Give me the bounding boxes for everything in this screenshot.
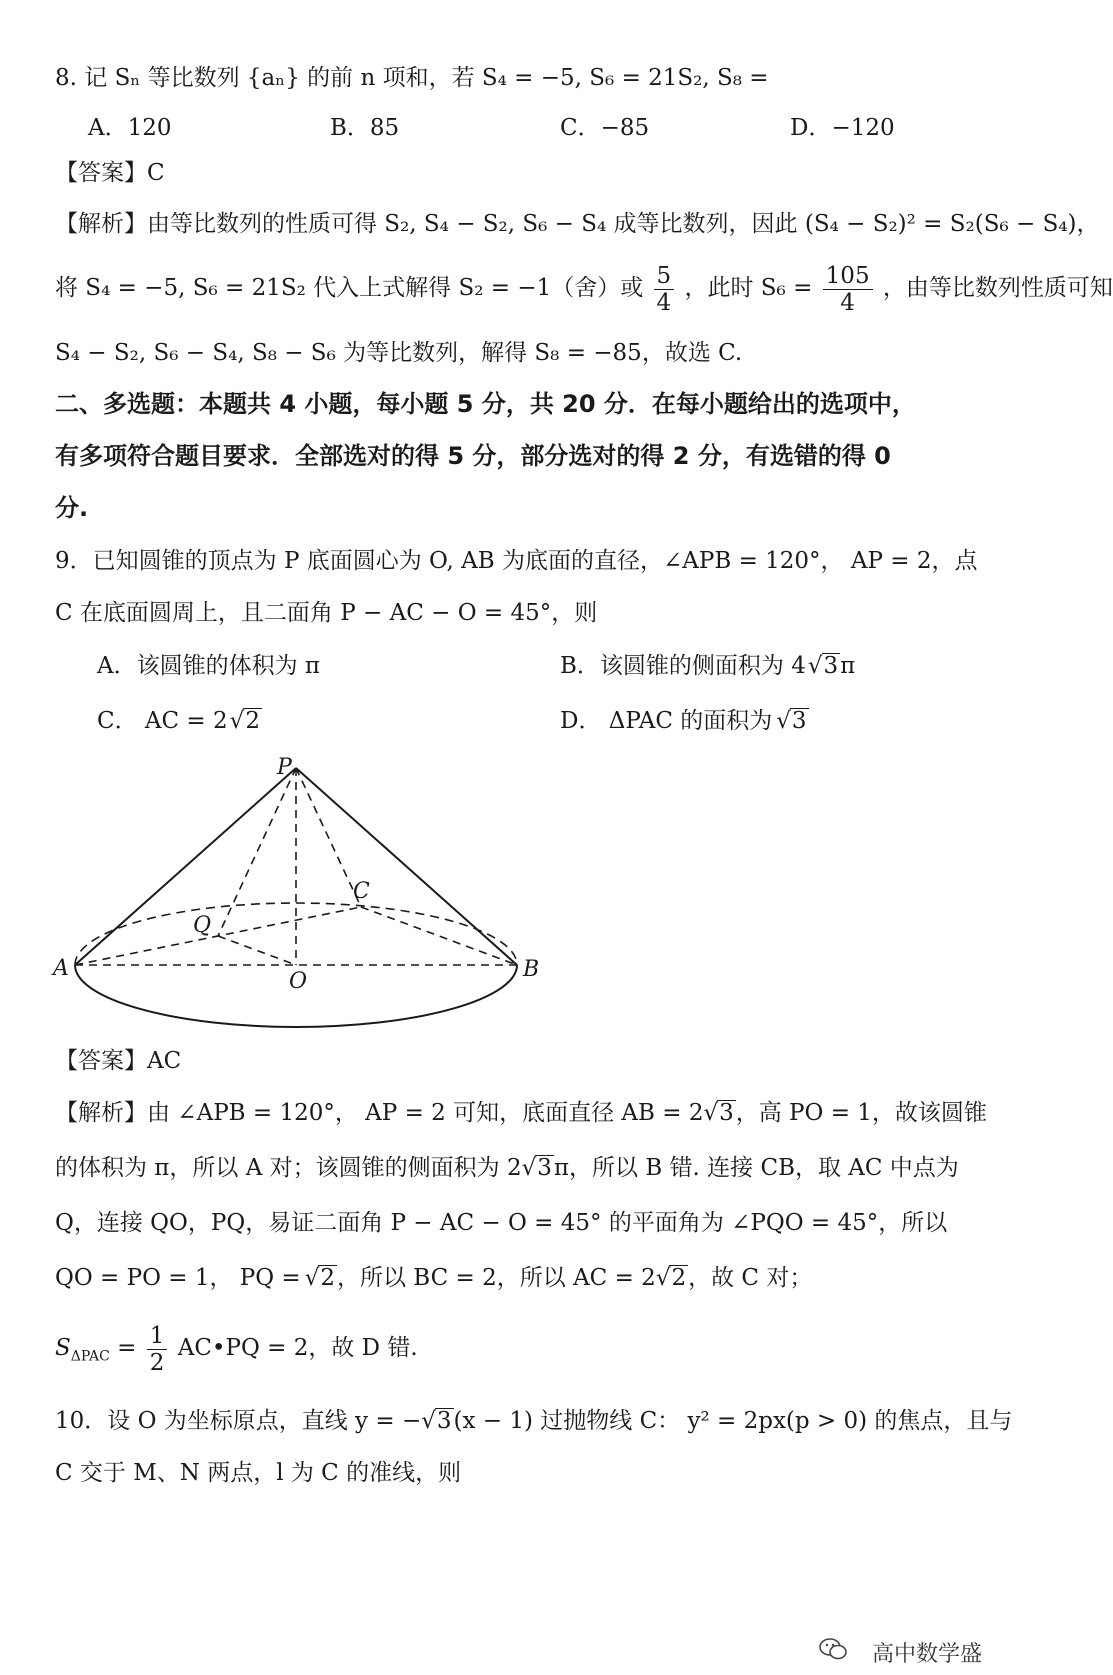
q8-analysis-text-b: ，此时 S₆ = bbox=[684, 275, 813, 301]
q9-analysis-line4: QO = PO = 1， PQ = √2，所以 BC = 2，所以 AC = 2√2，故 C 对； bbox=[55, 1265, 813, 1291]
q8-analysis-text-c: ，由等比数列性质可知 bbox=[882, 275, 1113, 301]
q10-stem-line2: C 交于 M、N 两点，l 为 C 的准线，则 bbox=[55, 1460, 462, 1486]
segment-PQ bbox=[218, 768, 296, 936]
section2-line1: 二、多选题：本题共 4 小题，每小题 5 分，共 20 分．在每小题给出的选项中， bbox=[55, 390, 916, 418]
label-B: B bbox=[523, 957, 540, 982]
q8-analysis-line1: 【解析】由等比数列的性质可得 S₂, S₄ − S₂, S₆ − S₄ 成等比数列，因此 (S₄ − S₂)² = S₂(S₆ − S₄)， bbox=[55, 211, 1100, 237]
label-A: A bbox=[53, 956, 69, 981]
label-C: C bbox=[353, 879, 370, 904]
fraction-105-4: $\frac{105}{4}$ bbox=[823, 263, 873, 316]
fraction-1-2: $\frac{1}{2}$ bbox=[147, 1323, 168, 1376]
section2-line2: 有多项符合题目要求．全部选对的得 5 分，部分选对的得 2 分，有选错的得 0 bbox=[55, 442, 891, 470]
q9-analysis-line1: 【解析】由 ∠APB = 120°， AP = 2 可知，底面直径 AB = 2√3，高 PO = 1，故该圆锥 bbox=[55, 1100, 987, 1126]
q8-analysis-line3: S₄ − S₂, S₆ − S₄, S₈ − S₆ 为等比数列，解得 S₈ = −85，故选 C. bbox=[55, 340, 743, 366]
q8-option-a: A．120 bbox=[88, 115, 172, 141]
edge-PA bbox=[75, 768, 296, 965]
q8-option-d: D．−120 bbox=[790, 115, 895, 141]
cone-figure bbox=[45, 750, 565, 1040]
wechat-icon bbox=[818, 1636, 848, 1662]
segment-QO bbox=[218, 936, 296, 965]
watermark-account-name: 高中数学盛 bbox=[871, 1642, 982, 1667]
q9-option-d: D． ΔPAC 的面积为 √3 bbox=[560, 708, 807, 734]
q9-analysis-line2: 的体积为 π，所以 A 对；该圆锥的侧面积为 2√3π，所以 B 错. 连接 CB，取 AC 中点为 bbox=[55, 1155, 959, 1181]
q8-stem: 8. 记 Sₙ 等比数列 {aₙ} 的前 n 项和，若 S₄ = −5, S₆ = 21S₂, S₈ = bbox=[55, 65, 769, 91]
label-O: O bbox=[289, 969, 308, 994]
q8-analysis-line2 bbox=[55, 258, 1113, 318]
q8-answer: 【答案】C bbox=[55, 160, 165, 186]
fraction-5-4: $\frac{5}{4}$ bbox=[654, 263, 675, 316]
q9-analysis-line5: $S_{\Delta PAC}$ = $\frac{1}{2}$ AC•PQ = 2，故 D 错. bbox=[55, 1322, 418, 1376]
q9-answer: 【答案】AC bbox=[55, 1048, 182, 1074]
segment-CB bbox=[361, 907, 517, 965]
q9-stem-line2: C 在底面圆周上，且二面角 P − AC − O = 45°，则 bbox=[55, 600, 598, 626]
q9-option-c: C． AC = 2√2 bbox=[97, 708, 260, 734]
q8-analysis-text-a: 将 S₄ = −5, S₆ = 21S₂ 代入上式解得 S₂ = −1（舍）或 bbox=[55, 275, 644, 301]
edge-PB bbox=[296, 768, 517, 965]
q10-stem-line1: 10．设 O 为坐标原点，直线 y = −√3(x − 1) 过抛物线 C： y² = 2px(p > 0) 的焦点，且与 bbox=[55, 1408, 1013, 1434]
q9-analysis-line3: Q，连接 QO，PQ，易证二面角 P − AC − O = 45° 的平面角为 ∠PQO = 45°，所以 bbox=[55, 1210, 948, 1236]
q9-option-a: A．该圆锥的体积为 π bbox=[97, 653, 321, 679]
q9-stem-line1: 9．已知圆锥的顶点为 P 底面圆心为 O, AB 为底面的直径，∠APB = 120°， AP = 2，点 bbox=[55, 548, 978, 574]
label-Q: Q bbox=[193, 913, 212, 938]
q8-option-c: C．−85 bbox=[560, 115, 650, 141]
section2-line3: 分. bbox=[55, 494, 89, 522]
label-P: P bbox=[277, 755, 292, 780]
q9-option-b: B．该圆锥的侧面积为 4√3π bbox=[560, 653, 856, 679]
q8-option-b: B．85 bbox=[330, 115, 400, 141]
segment-PC bbox=[296, 768, 361, 907]
